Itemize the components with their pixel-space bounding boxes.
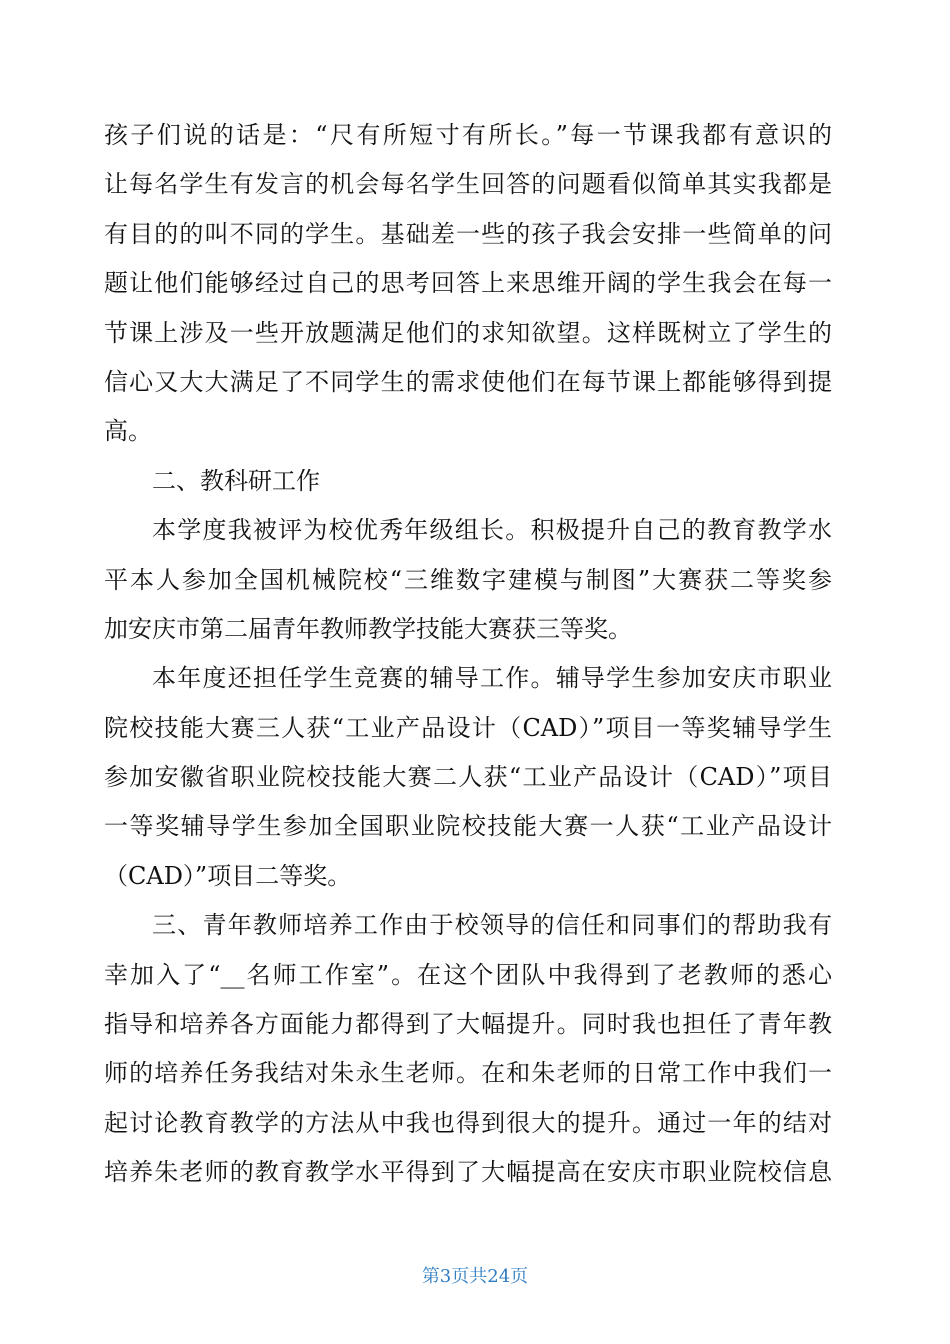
text-line: 院校技能大赛三人获“工业产品设计（CAD）”项目一等奖辅导学生 (104, 713, 832, 742)
text-line: 一等奖辅导学生参加全国职业院校技能大赛一人获“工业产品设计 (104, 812, 832, 841)
text-line: 平本人参加全国机械院校“三维数字建模与制图”大赛获二等奖参 (104, 565, 832, 594)
text-line: 师的培养任务我结对朱永生老师。在和朱老师的日常工作中我们一 (104, 1059, 832, 1088)
body-text (104, 111, 832, 1198)
text-line: 题让他们能够经过自己的思考回答上来思维开阔的学生我会在每一 (104, 269, 832, 298)
text-line: 让每名学生有发言的机会每名学生回答的问题看似简单其实我都是 (104, 170, 832, 199)
text-line: 孩子们说的话是：“尺有所短寸有所长。”每一节课我都有意识的 (104, 121, 832, 149)
section-heading: 二、教科研工作 (152, 466, 320, 495)
text-line: 本学度我被评为校优秀年级组长。积极提升自己的教育教学水 (152, 516, 832, 545)
text-line: 节课上涉及一些开放题满足他们的求知欲望。这样既树立了学生的 (104, 318, 832, 347)
text-line: 参加安徽省职业院校技能大赛二人获“工业产品设计（CAD）”项目 (104, 763, 832, 792)
page-number-footer: 第3页共24页 (421, 1266, 529, 1287)
text-line: 指导和培养各方面能力都得到了大幅提升。同时我也担任了青年教 (104, 1010, 832, 1039)
text-line: 加安庆市第二届青年教师教学技能大赛获三等奖。 (104, 614, 632, 643)
text-line: （CAD）”项目二等奖。 (104, 861, 352, 890)
text-line: 幸加入了“__名师工作室”。在这个团队中我得到了老教师的悉心 (104, 960, 832, 989)
text-line: 本年度还担任学生竞赛的辅导工作。辅导学生参加安庆市职业 (152, 664, 832, 693)
text-line: 起讨论教育教学的方法从中我也得到很大的提升。通过一年的结对 (104, 1108, 832, 1137)
text-line: 高。 (104, 417, 152, 446)
text-line: 培养朱老师的教育教学水平得到了大幅提高在安庆市职业院校信息 (104, 1158, 832, 1187)
text-line: 信心又大大满足了不同学生的需求使他们在每节课上都能够得到提 (104, 367, 832, 396)
text-line: 有目的的叫不同的学生。基础差一些的孩子我会安排一些简单的问 (104, 219, 832, 248)
section-heading-line: 三、青年教师培养工作由于校领导的信任和同事们的帮助我有 (152, 911, 832, 940)
